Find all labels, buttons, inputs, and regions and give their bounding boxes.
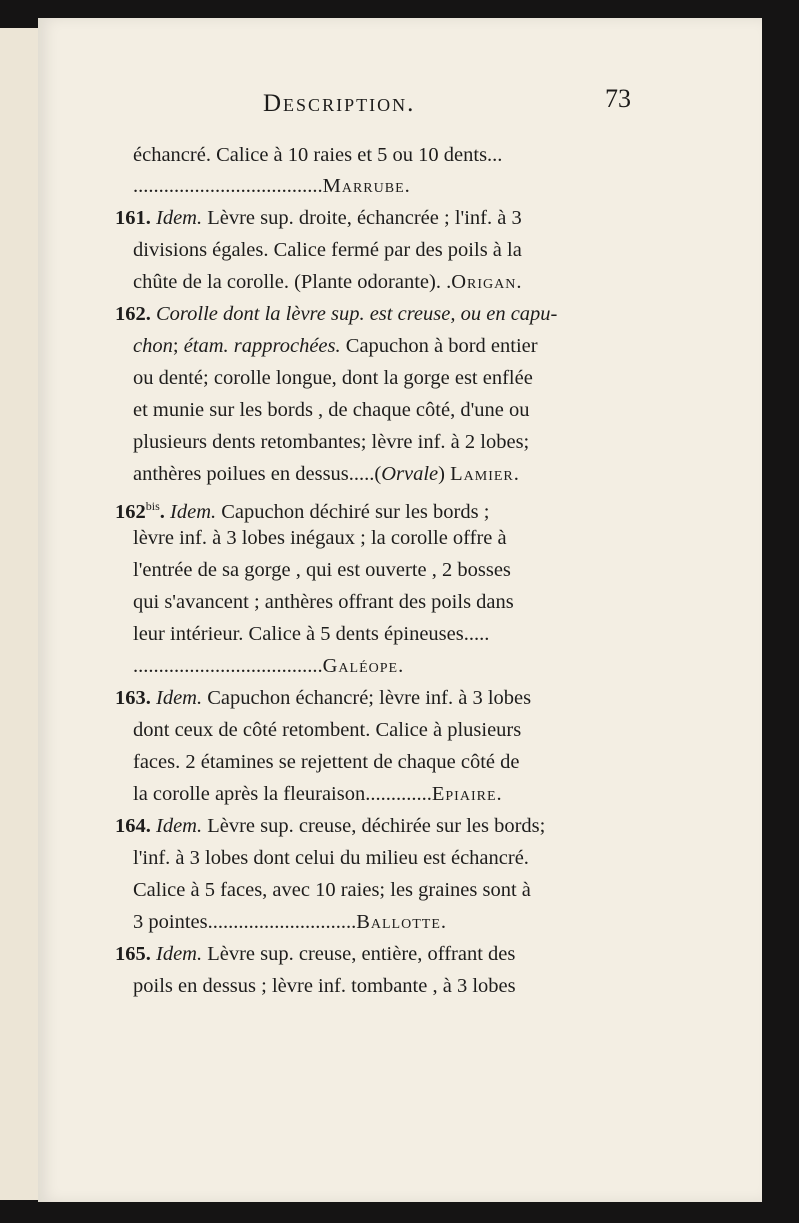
italic-text: Idem. — [156, 815, 203, 837]
text-line — [133, 908, 447, 936]
line-text: chûte de la corolle. (Plante odorante). . — [133, 271, 452, 293]
line-text: échancré. Calice à 10 raies et 5 ou 10 dents... — [133, 144, 503, 166]
line-text: faces. 2 étamines se rejettent de chaque côté de — [133, 751, 520, 773]
text-line — [133, 364, 533, 392]
line-text: Lèvre sup. droite, échancrée ; l'inf. à 3 — [207, 207, 522, 229]
text-line — [133, 876, 531, 904]
line-text: Calice à 5 faces, avec 10 raies; les graines sont à — [133, 879, 531, 901]
genus-name: Epiaire. — [431, 783, 503, 805]
text-line — [133, 588, 514, 616]
entry-number: 162. — [115, 303, 151, 325]
leader-dots: ..................................... — [133, 655, 323, 677]
text-line — [133, 332, 538, 360]
header-title: Description. — [263, 90, 416, 117]
line-text: leur intérieur. Calice à 5 dents épineuses..... — [133, 623, 490, 645]
genus-name: Ballotte. — [356, 911, 447, 933]
text-line — [115, 300, 557, 328]
line-text: poils en dessus ; lèvre inf. tombante , à 3 lobes — [133, 975, 516, 997]
text-line — [115, 684, 531, 712]
genus-name: Marrube. — [322, 175, 411, 197]
line-text: ; — [172, 335, 184, 357]
bis-superscript: bis — [145, 499, 160, 513]
text-line — [133, 652, 404, 680]
entry-number: 163. — [115, 687, 151, 709]
text-line — [115, 812, 545, 840]
text-line — [133, 556, 511, 584]
text-line — [133, 716, 521, 744]
line-text: 3 pointes............................. — [133, 911, 357, 933]
text-line — [133, 780, 503, 808]
genus-name: Galéope. — [322, 655, 405, 677]
text-line — [133, 268, 522, 296]
line-text: l'entrée de sa gorge , qui est ouverte , 2 bosses — [133, 559, 511, 581]
italic-text: chon — [133, 335, 173, 357]
line-text: ) — [438, 463, 445, 485]
text-line — [133, 524, 507, 552]
text-line — [115, 204, 522, 232]
text-line — [133, 428, 529, 456]
running-header — [38, 84, 762, 130]
genus-name: Lamier. — [450, 463, 520, 485]
italic-text: Idem. — [156, 687, 203, 709]
line-text: dont ceux de côté retombent. Calice à plusieurs — [133, 719, 522, 741]
italic-text: Idem. — [156, 207, 203, 229]
line-text: Capuchon déchiré sur les bords ; — [221, 500, 490, 523]
line-text: anthères poilues en dessus.....( — [133, 463, 382, 485]
line-text: lèvre inf. à 3 lobes inégaux ; la corolle offre à — [133, 527, 507, 549]
text-line — [133, 460, 520, 488]
line-text: Capuchon à bord entier — [345, 335, 538, 357]
line-text: Lèvre sup. creuse, entière, offrant des — [207, 943, 516, 965]
text-line — [133, 396, 530, 424]
text-line — [115, 940, 515, 968]
text-line — [133, 844, 529, 872]
text-line — [133, 748, 519, 776]
italic-text: Idem. — [170, 500, 217, 523]
line-text: la corolle après la fleuraison............. — [133, 783, 432, 805]
entry-number: 164. — [115, 815, 151, 837]
line-text: et munie sur les bords , de chaque côté, d'une ou — [133, 399, 530, 421]
page-number: 73 — [605, 84, 631, 113]
entry-number: 161. — [115, 207, 151, 229]
line-text: Capuchon échancré; lèvre inf. à 3 lobes — [207, 687, 532, 709]
line-text: plusieurs dents retombantes; lèvre inf. à 2 lobes; — [133, 431, 530, 453]
italic-text: Corolle dont la lèvre sup. est creuse, ou en capu- — [156, 303, 558, 325]
text-line — [133, 172, 411, 200]
line-text: Lèvre sup. creuse, déchirée sur les bords; — [207, 815, 546, 837]
italic-text: Orvale — [381, 463, 439, 485]
line-text: qui s'avancent ; anthères offrant des poils dans — [133, 591, 514, 613]
book-page — [38, 18, 762, 1202]
italic-text: étam. rapprochées. — [183, 335, 341, 357]
line-text: divisions égales. Calice fermé par des poils à la — [133, 239, 522, 261]
text-line — [133, 141, 502, 169]
text-line — [133, 620, 489, 648]
genus-name: Origan. — [451, 271, 523, 293]
text-line — [133, 236, 522, 264]
line-text: l'inf. à 3 lobes dont celui du milieu est échancré. — [133, 847, 529, 869]
italic-text: Idem. — [156, 943, 203, 965]
entry-number: 162 — [115, 500, 146, 523]
leader-dots: ..................................... — [133, 175, 323, 197]
line-text: ou denté; corolle longue, dont la gorge est enflée — [133, 367, 533, 389]
text-line — [133, 972, 516, 1000]
entry-number: 165. — [115, 943, 151, 965]
text-line — [115, 492, 489, 526]
entry-number: . — [159, 500, 165, 523]
